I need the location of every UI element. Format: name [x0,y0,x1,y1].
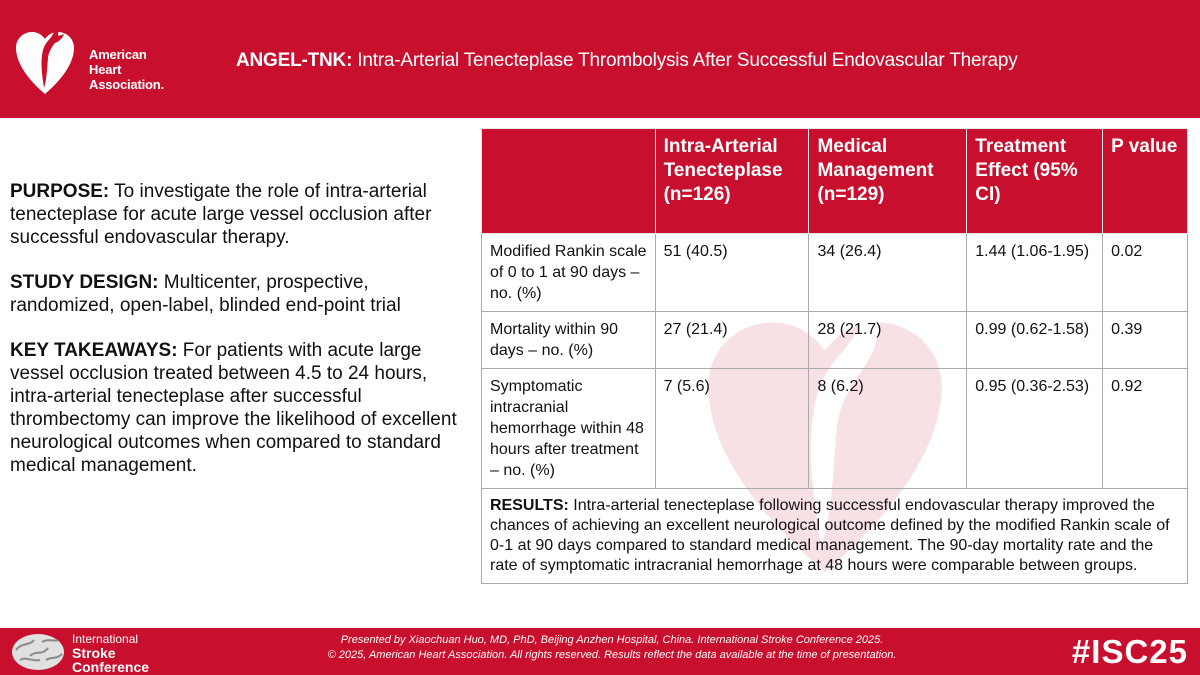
row-effect-value: 1.44 (1.06-1.95) [967,234,1103,312]
table-row [482,234,1188,312]
org-name-line2: Heart [89,62,122,77]
org-name-line3: Association. [89,77,164,92]
header-banner [0,0,1200,118]
trial-name: ANGEL-TNK: [236,50,353,71]
row-p-value: 0.92 [1103,369,1188,489]
row-outcome: Modified Rankin scale of 0 to 1 at 90 days – no. (%) [482,234,656,312]
table-row [482,312,1188,369]
row-p-value: 0.39 [1103,312,1188,369]
purpose-paragraph [10,180,470,249]
heart-torch-logo-icon [14,14,76,96]
row-effect-value: 0.99 (0.62-1.58) [967,312,1103,369]
row-outcome: Symptomatic intracranial hemorrhage within 48 hours after treatment – no. (%) [482,369,656,489]
study-summary [10,180,470,499]
page-title [236,50,1018,72]
column-header-ia-tenecteplase: Intra-Arterial Tenecteplase (n=126) [655,129,809,234]
row-ia-tnk-value: 51 (40.5) [655,234,809,312]
conference-line1: International [72,632,139,646]
takeaways-text: For patients with acute large vessel occlusion treated between 4.5 to 24 hours, intra-arterial tenecteplase after successful thrombectomy can improve the likelihood of excellent neurological outcomes when compared to standard medical management. [10,340,457,476]
column-header-medical-management: Medical Management (n=129) [809,129,967,234]
results-label: RESULTS: [490,497,569,514]
results-row [482,489,1188,584]
trial-title: Intra-Arterial Tenecteplase Thrombolysis After Successful Endovascular Therapy [352,50,1018,71]
table-header-row [482,129,1188,234]
column-header-treatment-effect: Treatment Effect (95% CI) [967,129,1103,234]
org-name-line1: American [89,47,147,62]
conference-line3: Conference [72,659,150,675]
design-text: Multicenter, prospective, randomized, open-label, blinded end-point trial [10,272,401,316]
conference-line2: Stroke [72,645,116,661]
row-medical-value: 28 (21.7) [809,312,967,369]
results-cell [482,489,1188,584]
conference-logo [72,633,149,674]
presentation-credits [262,633,962,663]
table-row [482,369,1188,489]
credits-line2: © 2025, American Heart Association. All rights reserved. Results reflect the data available at the time of presentation. [327,649,897,661]
design-paragraph [10,271,470,317]
row-outcome: Mortality within 90 days – no. (%) [482,312,656,369]
row-ia-tnk-value: 7 (5.6) [655,369,809,489]
results-table [481,128,1188,584]
purpose-text: To investigate the role of intra-arterial tenecteplase for acute large vessel occlusion after successful endovascular therapy. [10,181,432,248]
row-ia-tnk-value: 27 (21.4) [655,312,809,369]
brain-icon [10,632,66,672]
conference-hashtag: #ISC25 [1071,633,1188,670]
takeaways-label: KEY TAKEAWAYS: [10,340,178,361]
row-effect-value: 0.95 (0.36-2.53) [967,369,1103,489]
footer-banner [0,628,1200,675]
design-label: STUDY DESIGN: [10,272,159,293]
takeaways-paragraph [10,339,470,477]
org-name [89,47,164,92]
purpose-label: PURPOSE: [10,181,110,202]
row-medical-value: 8 (6.2) [809,369,967,489]
row-medical-value: 34 (26.4) [809,234,967,312]
column-header-outcome [482,129,656,234]
row-p-value: 0.02 [1103,234,1188,312]
results-text: Intra-arterial tenecteplase following successful endovascular therapy improved the chances of achieving an excellent neurological outcome defined by the modified Rankin scale of 0-1 at 90 days compared to standard medical management. The 90-day mortality rate and the rate of symptomatic intracranial hemorrhage at 48 hours were comparable between groups. [490,497,1170,574]
credits-line1: Presented by Xiaochuan Huo, MD, PhD, Beijing Anzhen Hospital, China. International Stroke Conference 2025. [340,634,884,646]
column-header-p-value: P value [1103,129,1188,234]
